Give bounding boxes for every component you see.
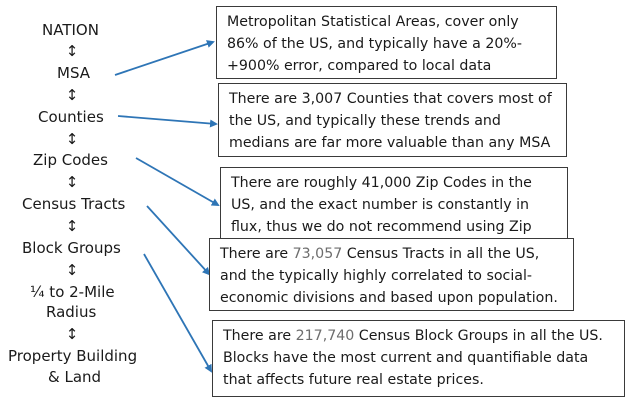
arrow-zip-codes (136, 158, 218, 205)
hierarchy-property-line2: & Land (48, 368, 102, 386)
hierarchy-zip-codes: Zip Codes (33, 151, 108, 169)
hierarchy-radius-line2: Radius (46, 303, 97, 321)
hierarchy-property-line1: Property Building (8, 347, 138, 365)
census-tracts-text-suffix: Census Tracts in all the US, and the typically highly correlated to social-economic divisions and based upon population. (220, 246, 558, 306)
block-groups-count: 217,740 (295, 328, 355, 344)
hierarchy-radius-line1: ¼ to 2-Mile (30, 283, 115, 301)
hierarchy-census-tracts: Census Tracts (22, 195, 126, 213)
census-tracts-text-prefix: There are (220, 246, 293, 262)
updown-arrow-icon: ↕ (65, 173, 79, 191)
zip-codes-description-box (220, 167, 568, 240)
arrow-msa (115, 42, 213, 75)
updown-arrow-icon: ↕ (65, 325, 79, 343)
block-groups-description-box (212, 320, 625, 397)
updown-arrow-icon: ↕ (65, 86, 79, 104)
census-tracts-description-box (209, 238, 574, 311)
counties-description-text: There are 3,007 Counties that covers most of the US, and typically these trends and medians are far more valuable than any MSA (229, 91, 552, 151)
arrow-block-groups (144, 254, 211, 371)
block-groups-text-suffix: Census Block Groups in all the US. Blocks have the most current and quantifiable data that affects future real estate prices. (223, 328, 603, 388)
block-groups-text-prefix: There are (223, 328, 296, 344)
arrow-counties (118, 116, 216, 124)
hierarchy-block-groups: Block Groups (22, 239, 121, 257)
updown-arrow-icon: ↕ (65, 42, 79, 60)
hierarchy-nation: NATION (42, 21, 99, 39)
updown-arrow-icon: ↕ (65, 261, 79, 279)
msa-description-box (216, 6, 557, 79)
counties-description-box (218, 83, 567, 157)
arrow-census-tracts (147, 206, 209, 274)
msa-description-text: Metropolitan Statistical Areas, cover only 86% of the US, and typically have a 20%-+900% error, compared to local data (227, 14, 523, 74)
census-tracts-count: 73,057 (292, 246, 343, 262)
zip-codes-description-text: There are roughly 41,000 Zip Codes in the US, and the exact number is constantly in flux, thus we do not recommend using Zip (231, 175, 532, 235)
updown-arrow-icon: ↕ (65, 217, 79, 235)
updown-arrow-icon: ↕ (65, 130, 79, 148)
hierarchy-counties: Counties (38, 108, 104, 126)
hierarchy-msa: MSA (57, 64, 91, 82)
